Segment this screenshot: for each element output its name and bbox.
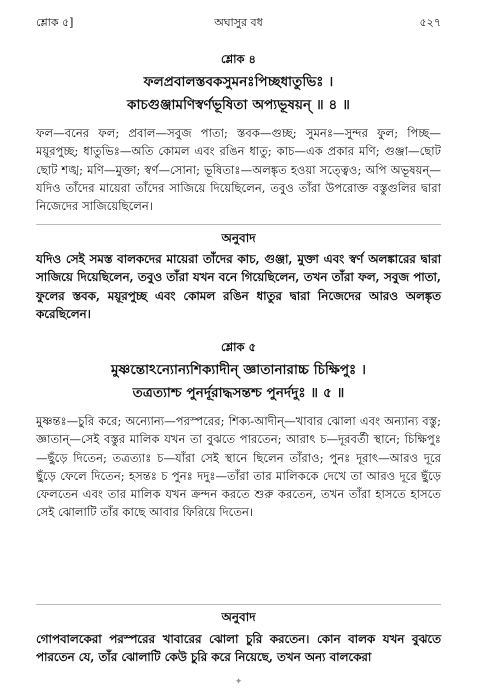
header-chapter-title: অঘাসুর বধ (214, 16, 263, 29)
header-verse-ref: শ্লোক ৫] (36, 16, 74, 29)
section-divider (36, 224, 441, 225)
verse-4-line-1: ফলপ্রবালস্তবকসুমনঃপিচ্ছধাতুভিঃ । (143, 74, 334, 90)
verse-4-line-2: কাচগুঞ্জামণিস্বর্ণভূষিতা অপ্যভূষয়ন্ ॥ ৪ ॥ (127, 97, 350, 113)
verse-5-translation-title: অনুবাদ (221, 610, 256, 624)
verse-5-line-1: মুষ্ণন্তোঽন্যোন্যশিক্যাদীন্ জ্ঞাতানারাচ্চ চিক্ষিপুঃ । (110, 362, 367, 378)
verse-5-synonyms: মুষ্ণন্তঃ—চুরি করে; অন্যোন্য—পরস্পরের; শিক্য-আদীন্—খাবার ঝোলা এবং অন্যান্য বস্তু; জ্ঞাতান্—সেই বস্তুর মালিক যখন তা বুঝতে পারতেন; আরাৎ চ—দূরবর্তী স্থানে; চিক্ষিপুঃ—ছুঁড়ে দিতেন; তত্রত্যাঃ চ—যাঁরা সেই স্থানে ছিলেন তাঁরাও; পুনঃ দূরাৎ—আরও দূরে ছুঁড়ে ফেলে দিতেন; হসন্তঃ চ পুনঃ দদুঃ—তাঁরা তার মালিককে দেখে তা আরও দূরে ছুঁড়ে ফেলতেন এবং তার মালিক যখন ক্রন্দন করতে শুরু করতেন, তখন তাঁরা হাসতে হাসতে সেই ঝোলাটি তাঁর কাছে আবার ফিরিয়ে দিতেন। (36, 414, 441, 520)
verse-5-translation: গোপবালকেরা পরস্পরের খাবারের ঝোলা চুরি করতেন। কোন বালক যখন বুঝতে পারতেন যে, তাঁর ঝোলাটি কেউ চুরি করে নিয়েছে, তখন অন্য বালকেরা (36, 632, 441, 665)
footer-mark: ✦ (234, 677, 243, 687)
verse-4-title: শ্লোক ৪ (220, 52, 257, 66)
verse-4-translation: যদিও সেই সমস্ত বালকদের মায়েরা তাঁদের কাচ, গুঞ্জা, মুক্তা এবং স্বর্ণ অলঙ্কারের দ্বারা সাজিয়ে দিয়েছিলেন, তবুও তাঁরা যখন বনে গিয়েছিলেন, তখন তাঁরা ফল, সবুজ পাতা, ফুলের স্তবক, ময়ূরপুচ্ছ এবং কোমল রঙিন ধাতুর দ্বারা নিজেদের আরও অলঙ্কৃত করেছিলেন। (36, 252, 441, 321)
page-number: ৫২৭ (419, 16, 441, 29)
verse-5-line-2: তত্রত্যাশ্চ পুনর্দূরাদ্ধসন্তশ্চ পুনর্দদুঃ ॥ ৫ ॥ (132, 385, 345, 401)
verse-5-title: শ্লোক ৫ (220, 340, 257, 354)
page-header (36, 14, 441, 32)
section-divider-2 (36, 604, 441, 605)
verse-4-synonyms: ফল—বনের ফল; প্রবাল—সবুজ পাতা; স্তবক—গুচ্ছ; সুমনঃ—সুন্দর ফুল; পিচ্ছ—ময়ূরপুচ্ছ; ধাতুভিঃ—অতি কোমল এবং রঙিন ধাতু; কাচ—এক প্রকার মণি; গুঞ্জা—ছোট ছোট শঙ্খ; মণি—মুক্তা; স্বর্ণ—সোনা; ভূষিতাঃ—অলঙ্কৃত হওয়া সত্ত্বেও; অপি অভূষয়ন্—যদিও তাঁদের মায়েরা তাঁদের সাজিয়ে দিয়েছিলেন, তবুও তাঁরা উপরোক্ত বস্তুগুলির দ্বারা নিজেদের সাজিয়েছিলেন। (36, 126, 441, 214)
verse-4-translation-title: অনুবাদ (221, 231, 256, 245)
